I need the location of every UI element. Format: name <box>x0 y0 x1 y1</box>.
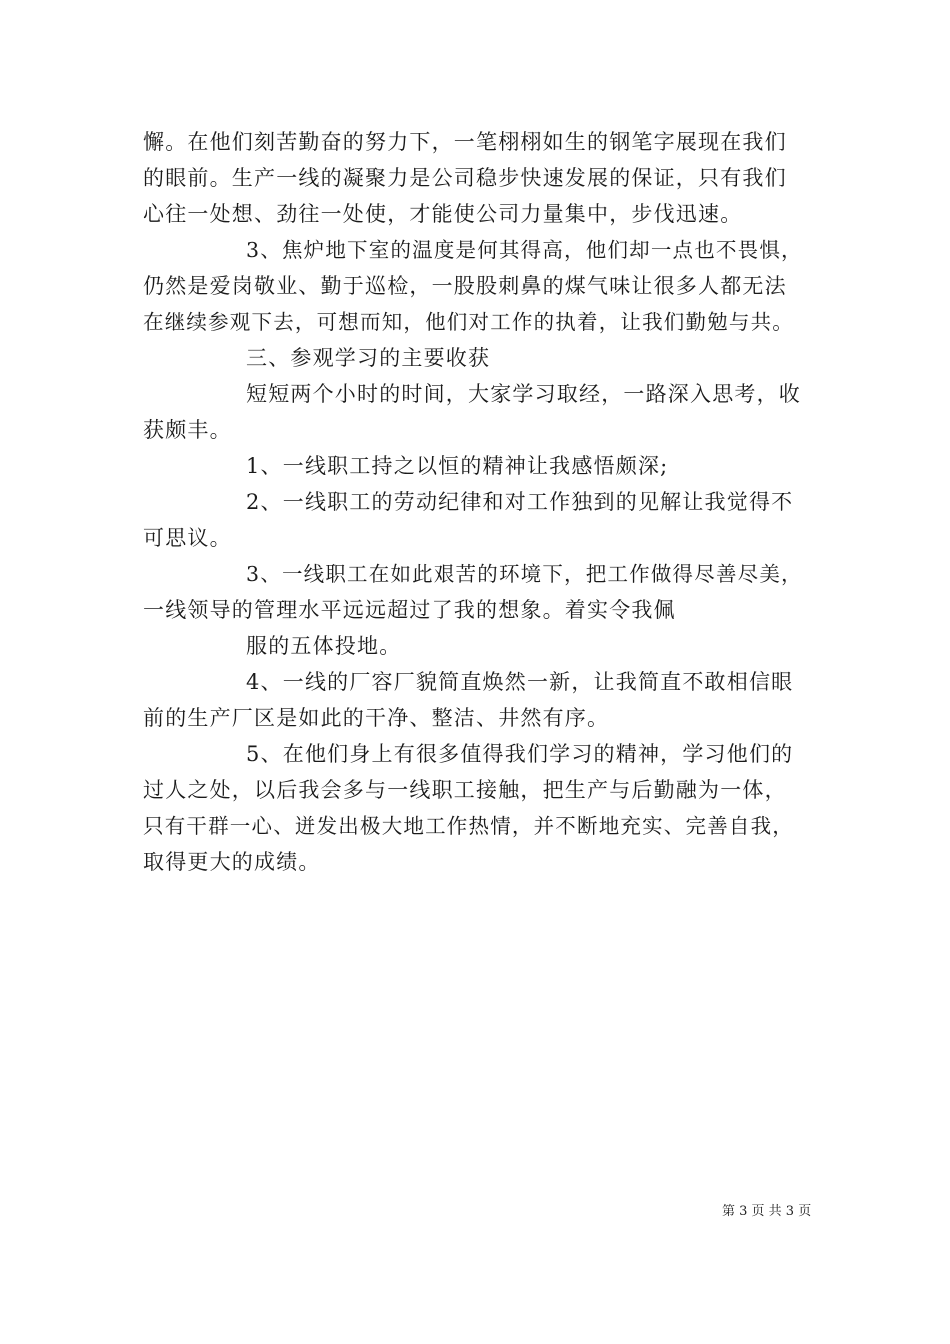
body-text-line: 懈。在他们刻苦勤奋的努力下，一笔栩栩如生的钢笔字展现在我们 <box>143 130 787 154</box>
body-text-line: 获颇丰。 <box>143 418 232 442</box>
body-text-line: 仍然是爱岗敬业、勤于巡检，一股股刺鼻的煤气味让很多人都无法 <box>143 274 787 298</box>
body-text-line: 只有干群一心、迸发出极大地工作热情，并不断地充实、完善自我， <box>143 814 794 838</box>
body-text-line: 可思议。 <box>143 526 232 550</box>
body-text-line: 取得更大的成绩。 <box>143 850 321 874</box>
body-text-line: 3、焦炉地下室的温度是何其得高，他们却一点也不畏惧， <box>246 238 803 262</box>
body-text-line: 心往一处想、劲往一处使，才能使公司力量集中，步伐迅速。 <box>143 202 743 226</box>
body-text-line: 过人之处，以后我会多与一线职工接触，把生产与后勤融为一体， <box>143 778 787 802</box>
section-heading: 三、参观学习的主要收获 <box>246 346 491 370</box>
body-text-line: 服的五体投地。 <box>246 634 402 658</box>
body-text-line: 在继续参观下去，可想而知，他们对工作的执着，让我们勤勉与共。 <box>143 310 794 334</box>
body-text-line: 的眼前。生产一线的凝聚力是公司稳步快速发展的保证，只有我们 <box>143 166 787 190</box>
body-text-line: 前的生产厂区是如此的干净、整洁、井然有序。 <box>143 706 610 730</box>
body-text-line: 5、在他们身上有很多值得我们学习的精神，学习他们的 <box>246 742 794 766</box>
page-number-footer: 第 3 页 共 3 页 <box>722 1204 812 1219</box>
body-text-line: 4、一线的厂容厂貌简直焕然一新，让我简直不敢相信眼 <box>246 670 794 694</box>
body-text-line: 3、一线职工在如此艰苦的环境下，把工作做得尽善尽美， <box>246 562 803 586</box>
body-text-line: 短短两个小时的时间，大家学习取经，一路深入思考，收 <box>246 382 801 406</box>
body-text-line: 2、一线职工的劳动纪律和对工作独到的见解让我觉得不 <box>246 490 794 514</box>
body-text-line: 一线领导的管理水平远远超过了我的想象。着实令我佩 <box>143 598 676 622</box>
body-text-line: 1、一线职工持之以恒的精神让我感悟颇深; <box>246 454 669 478</box>
